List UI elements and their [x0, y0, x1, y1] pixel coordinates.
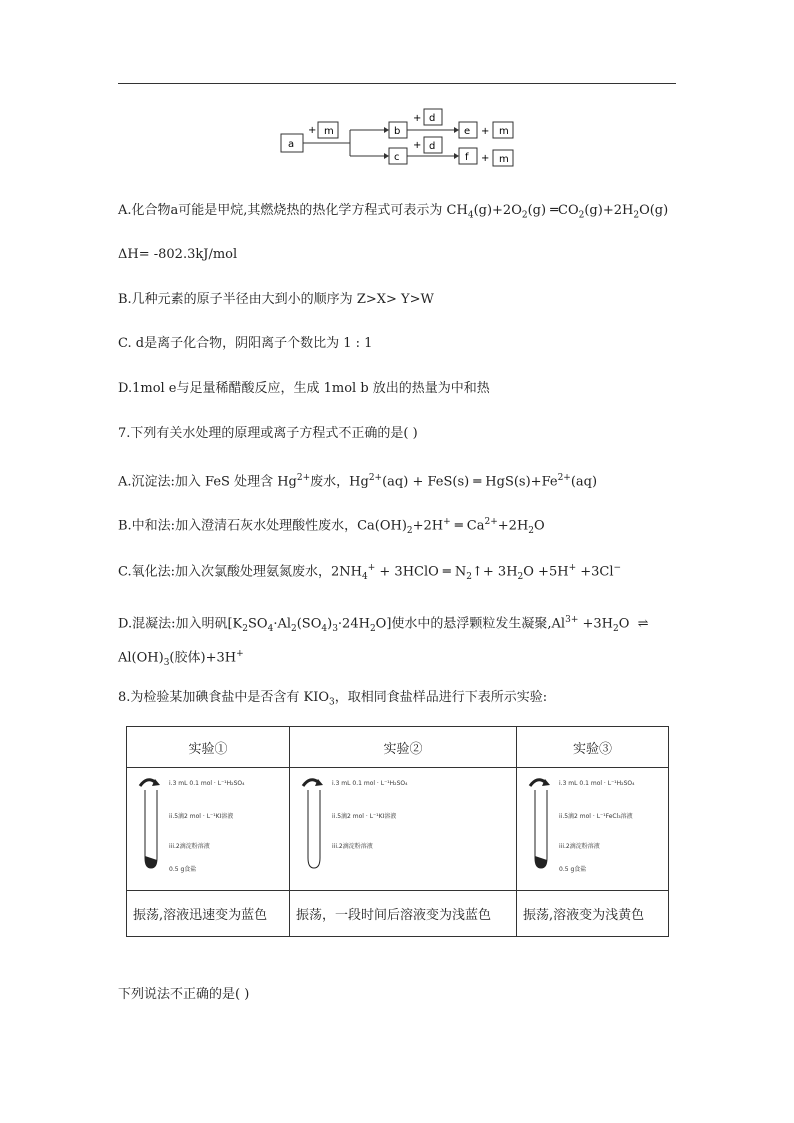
exp2-reagent-1: i.3 mL 0.1 mol · L⁻¹H₂SO₄ — [332, 780, 408, 787]
header-exp2: 实验② — [290, 727, 517, 768]
label-b: b — [394, 126, 401, 137]
q7-option-d-line1: D.混凝法:加入明矾$[K_2SO_4\cdot Al_2(SO_4)_3\cdot 24H_2O]$使水中的悬浮颗粒发生凝聚$,Al^{3+} +3H_2O$ ⇌ — [118, 615, 649, 634]
exp1-reagent-3: iii.2滴淀粉溶液 — [169, 843, 210, 850]
q6-option-a-line2: ΔH= -802.3kJ/mol — [118, 247, 238, 262]
label-d2: d — [429, 141, 436, 152]
label-m1: m — [324, 126, 334, 137]
exp2-result: 振荡，一段时间后溶液变为浅蓝色 — [290, 891, 517, 937]
q7-option-b: B.中和法:加入澄清石灰水处理酸性废水，$Ca(OH)_2+2H^+$ ═ $Ca^{2+}+2H_2O$ — [118, 517, 545, 536]
header-exp1: 实验① — [127, 727, 290, 768]
exp3-illustration — [517, 768, 669, 891]
q8-question: 下列说法不正确的是( ) — [118, 987, 250, 1002]
table-header-row — [127, 727, 669, 768]
q6-option-a-line1: A.化合物a可能是甲烷,其燃烧热的热化学方程式可表示为 $CH_4(g)+2O_2(g)$ $═CO_2(g)+2H_2O(g)$ — [118, 203, 669, 221]
plus-5: + — [481, 153, 490, 164]
exp1-result: 振荡,溶液迅速变为蓝色 — [127, 891, 290, 937]
plus-2: + — [413, 113, 422, 124]
test-tube-icon — [298, 776, 328, 876]
exp1-reagent-1: i.3 mL 0.1 mol · L⁻¹H₂SO₄ — [169, 780, 245, 787]
header-exp3: 实验③ — [517, 727, 669, 768]
exp1-illustration — [127, 768, 290, 891]
q7-option-d-line2: $Al(OH)_3$(胶体)+3H+ — [118, 649, 244, 668]
label-m2: m — [499, 126, 509, 137]
test-tube-icon — [135, 776, 165, 876]
exp2-reagent-2: ii.5滴2 mol · L⁻¹KI溶液 — [332, 813, 397, 820]
experiment-table — [126, 726, 669, 937]
exp2-reagent-3: iii.2滴淀粉溶液 — [332, 843, 373, 850]
q6-option-c: C. d是离子化合物，阴阳离子个数比为 1 : 1 — [118, 336, 373, 351]
label-m3: m — [499, 154, 509, 165]
diagram-background — [276, 104, 516, 176]
label-f: f — [465, 152, 469, 163]
exp3-reagent-3: iii.2滴淀粉溶液 — [559, 843, 600, 850]
plus-4: + — [481, 126, 490, 137]
q7-stem: 7.下列有关水处理的原理或离子方程式不正确的是( ) — [118, 426, 418, 441]
exp3-reagent-1: i.3 mL 0.1 mol · L⁻¹H₂SO₄ — [559, 780, 635, 787]
exp3-reagent-2: ii.5滴2 mol · L⁻¹FeCl₃溶液 — [559, 813, 633, 820]
plus-1: + — [308, 125, 317, 136]
test-tube-icon — [525, 776, 555, 876]
exp3-reagent-4: 0.5 g食盐 — [559, 866, 587, 873]
q7-option-a: A.沉淀法:加入 FeS 处理含 $Hg^{2+}$废水，$Hg^{2+}(aq) + FeS(s)$ ═ $HgS(s)+Fe^{2+}(aq)$ — [118, 473, 598, 490]
q8-stem: 8.为检验某加碘食盐中是否含有 $KIO_3$，取相同食盐样品进行下表所示实验: — [118, 690, 548, 708]
exp1-reagent-4: 0.5 g食盐 — [169, 866, 197, 873]
label-a: a — [288, 139, 295, 150]
header-rule — [118, 83, 676, 84]
reaction-diagram — [276, 104, 516, 176]
exp2-illustration — [290, 768, 517, 891]
q7-option-c: C.氧化法:加入次氯酸处理氨氮废水，$2NH_4^+$ + 3HClO ═ $N_2↑+ 3H_2O +5H^+ +3Cl^-$ — [118, 563, 622, 582]
exp1-reagent-2: ii.5滴2 mol · L⁻¹KI溶液 — [169, 813, 234, 820]
label-d1: d — [429, 113, 436, 124]
table-illustration-row — [127, 768, 669, 891]
exp3-result: 振荡,溶液变为浅黄色 — [517, 891, 669, 937]
q6-option-d: D.1mol e与足量稀醋酸反应，生成 1mol b 放出的热量为中和热 — [118, 381, 490, 396]
table-result-row — [127, 891, 669, 937]
q6-option-b: B.几种元素的原子半径由大到小的顺序为 Z>X> Y>W — [118, 292, 434, 307]
label-c: c — [394, 152, 400, 163]
plus-3: + — [413, 140, 422, 151]
label-e: e — [464, 126, 471, 137]
